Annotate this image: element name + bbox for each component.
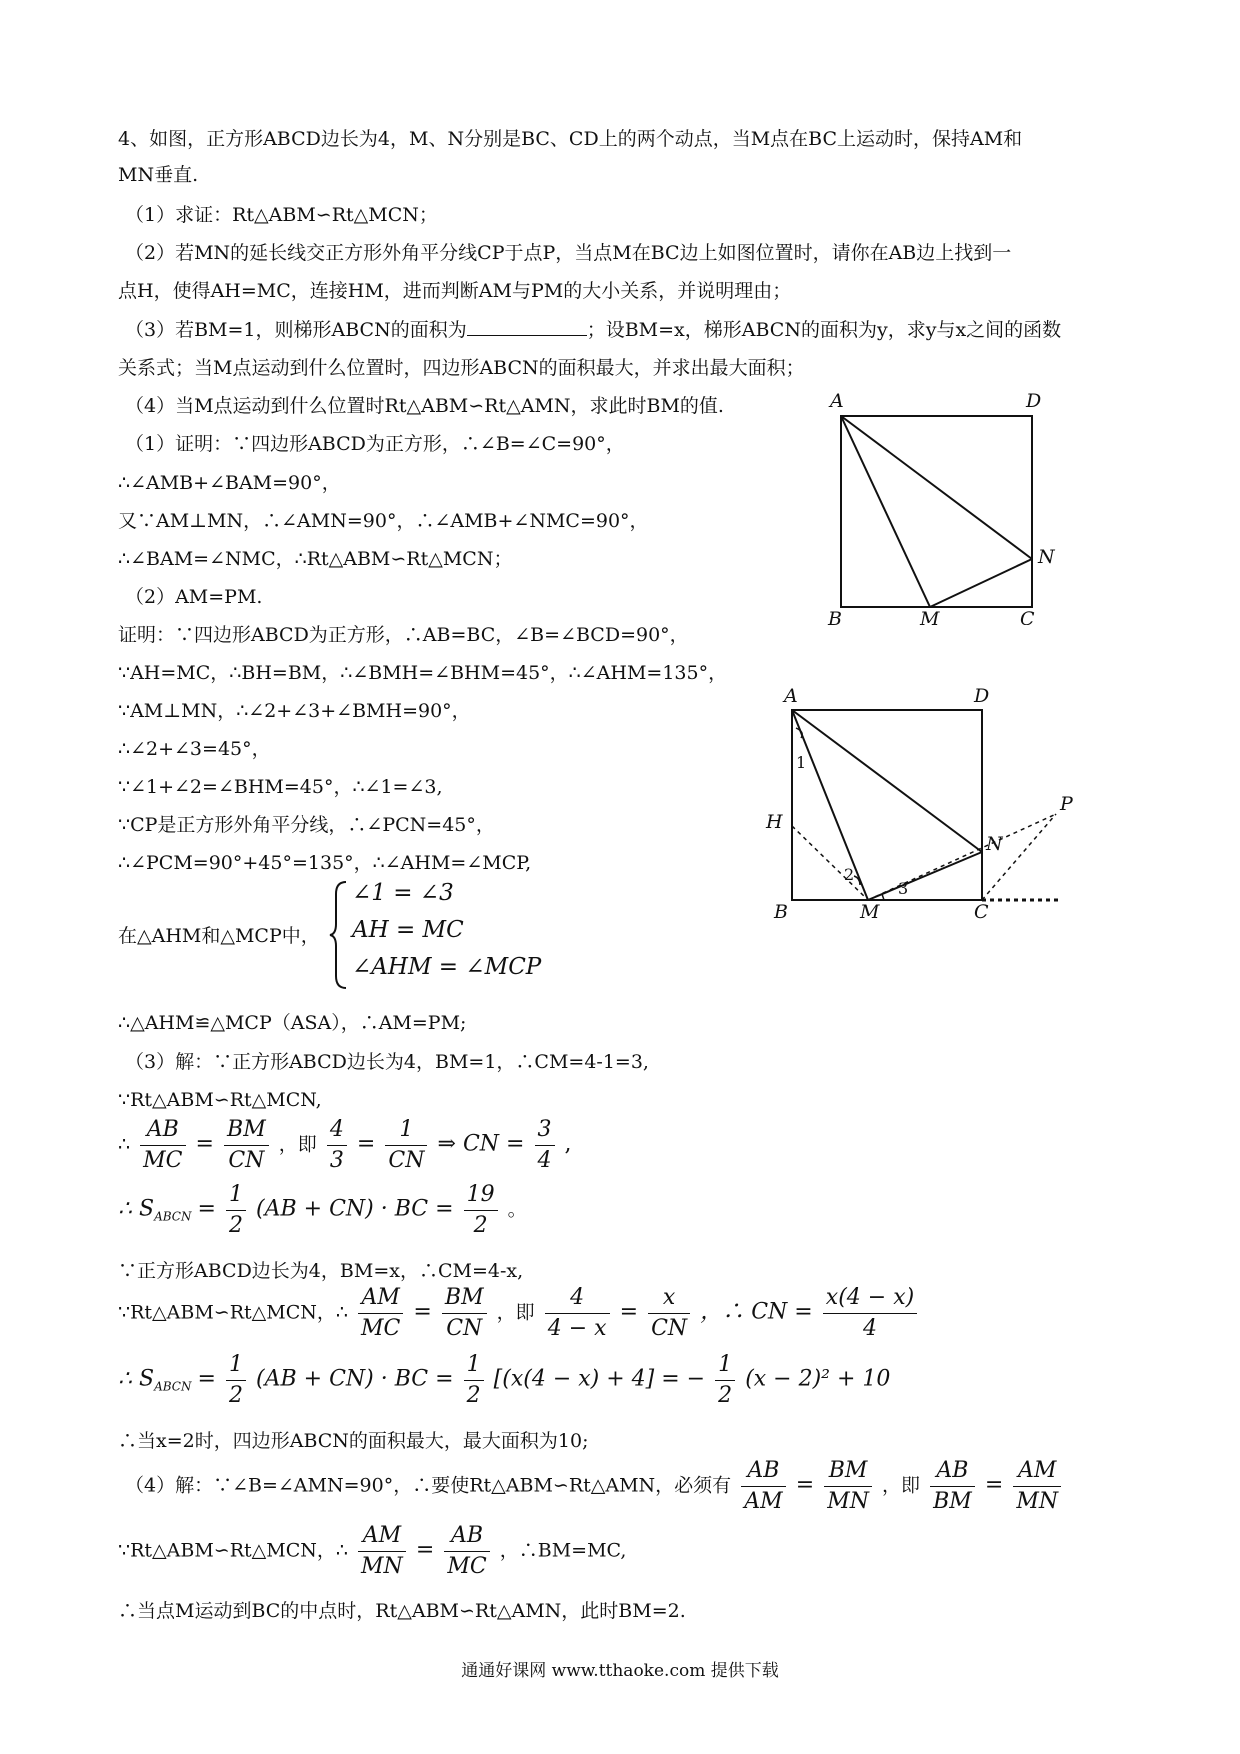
label-m: M <box>920 608 940 625</box>
fraction-ab-am <box>741 1456 785 1517</box>
fraction-3-4 <box>535 1115 555 1176</box>
sol-2-answer: （2）AM=PM. <box>125 586 263 608</box>
numerator: BM <box>442 1283 487 1314</box>
numerator: 1 <box>226 1350 246 1381</box>
text: （4）解：∵∠B=∠AMN=90°，∴要使Rt△ABM∽Rt△AMN，必须有 <box>125 1474 732 1497</box>
question-3-line2: 关系式；当M点运动到什么位置时，四边形ABCN的面积最大，并求出最大面积； <box>118 357 805 379</box>
fraction-ab-bm <box>930 1456 975 1517</box>
question-1: （1）求证：Rt△ABM∽Rt△MCN； <box>125 204 438 226</box>
fraction-half <box>464 1350 484 1411</box>
denominator: 2 <box>718 1383 733 1408</box>
denominator: MC <box>143 1148 183 1173</box>
sol-3-line5: ∵正方形ABCD边长为4，BM=x，∴CM=4-x, <box>118 1260 524 1282</box>
equals: = <box>619 1299 639 1325</box>
sol-3-line2: ∵Rt△ABM∽Rt△MCN, <box>118 1089 322 1111</box>
sol-2-line5: ∵∠1+∠2=∠BHM=45°，∴∠1=∠3, <box>118 776 443 798</box>
math-text: (x − 2)² + 10 <box>745 1366 891 1392</box>
numerator: 1 <box>464 1350 484 1381</box>
equals: = <box>415 1537 435 1563</box>
figure-square-with-p <box>760 680 1090 920</box>
numerator: x <box>648 1283 690 1314</box>
label-n: N <box>1038 546 1055 568</box>
fraction-x-cn <box>648 1283 690 1344</box>
label-angle-1: 1 <box>796 753 807 772</box>
text: ∵Rt△ABM∽Rt△MCN，∴ <box>118 1539 348 1562</box>
fraction-ab-mc <box>444 1521 489 1582</box>
fraction-am-mn <box>358 1521 406 1582</box>
denominator: 2 <box>228 1383 243 1408</box>
math-text: (AB + CN) · BC = <box>256 1196 454 1222</box>
label-d: D <box>1026 390 1042 412</box>
denominator: CN <box>228 1148 265 1173</box>
fraction-ab-mc <box>140 1115 185 1176</box>
segment-mn <box>930 559 1032 607</box>
numerator: AB <box>741 1456 785 1487</box>
equals: = <box>984 1472 1004 1498</box>
subscript: ABCN <box>154 1379 192 1394</box>
question-3-text-b: ；设BM=x，梯形ABCN的面积为y，求y与x之间的函数 <box>586 319 1062 341</box>
fraction-19-2 <box>464 1180 498 1241</box>
sol-2-line6: ∵CP是正方形外角平分线，∴∠PCN=45°， <box>118 814 495 836</box>
sol-1-line3: 又∵AM⊥MN，∴∠AMN=90°，∴∠AMB+∠NMC=90°， <box>118 510 649 532</box>
question-2-line2: 点H，使得AH=MC，连接HM，进而判断AM与PM的大小关系，并说明理由； <box>118 280 792 302</box>
denominator: 4 − x <box>547 1316 607 1341</box>
square-outline <box>792 710 982 900</box>
numerator: 3 <box>535 1115 555 1146</box>
label-angle-3: 3 <box>898 879 909 898</box>
numerator: 19 <box>464 1180 498 1211</box>
label-n: N <box>986 833 1003 855</box>
segment-an <box>841 416 1032 559</box>
sol-3-line1: （3）解：∵正方形ABCD边长为4，BM=1，∴CM=4-1=3, <box>125 1051 649 1073</box>
fraction-bm-cn <box>224 1115 269 1176</box>
sol-2-line8: 在△AHM和△MCP中， <box>118 925 320 947</box>
angle-1-arc <box>796 728 802 738</box>
label-angle-2: 2 <box>844 865 855 884</box>
denominator: 3 <box>329 1148 344 1173</box>
denominator: 4 <box>537 1148 552 1173</box>
label-a: A <box>784 685 798 707</box>
label-c: C <box>974 901 989 920</box>
sol-4-line3: ∴当点M运动到BC的中点时，Rt△ABM∽Rt△AMN，此时BM=2. <box>118 1600 686 1622</box>
fraction-am-mc <box>358 1283 403 1344</box>
answer-blank <box>467 317 587 336</box>
fraction-am-mn <box>1013 1456 1061 1517</box>
sol-3-ratio2-line <box>118 1283 921 1344</box>
sol-2-line2: ∵AH=MC，∴BH=BM，∴∠BMH=∠BHM=45°，∴∠AHM=135°， <box>118 662 728 684</box>
numerator: AB <box>930 1456 975 1487</box>
denominator: MC <box>447 1554 487 1579</box>
denominator: MN <box>361 1554 403 1579</box>
equals: = <box>195 1131 214 1157</box>
text: ，∴BM=MC, <box>499 1539 627 1562</box>
brace-icon <box>328 880 350 990</box>
segment-am <box>841 416 930 607</box>
equals: = <box>413 1299 432 1325</box>
sol-2-line3: ∵AM⊥MN，∴∠2+∠3+∠BMH=90°， <box>118 700 471 722</box>
figure-square-abcd <box>820 385 1080 625</box>
question-3-text-a: （3）若BM=1，则梯形ABCN的面积为 <box>125 319 467 341</box>
question-2-line1: （2）若MN的延长线交正方形外角平分线CP于点P，当点M在BC边上如图位置时，请你在AB边上找到一 <box>125 242 1012 264</box>
sol-4-line1 <box>125 1456 1065 1517</box>
sol-2-line7: ∴∠PCM=90°+45°=135°，∴∠AHM=∠MCP, <box>118 852 532 874</box>
fraction-half <box>715 1350 735 1411</box>
denominator: 2 <box>228 1213 243 1238</box>
fraction-half <box>226 1180 246 1241</box>
numerator: x(4 − x) <box>823 1283 917 1314</box>
label-h: H <box>766 811 783 833</box>
fraction-bm-cn <box>442 1283 487 1344</box>
numerator: AB <box>140 1115 185 1146</box>
numerator: 1 <box>385 1115 427 1146</box>
sol-3-ratio-line <box>118 1115 572 1176</box>
text: ，即 <box>278 1133 317 1156</box>
denominator: CN <box>446 1316 483 1341</box>
sol-2-line9: ∴△AHM≌△MCP（ASA），∴AM=PM; <box>118 1012 467 1034</box>
denominator: MN <box>1016 1489 1059 1514</box>
label-m: M <box>860 901 880 920</box>
sol-2-line1: 证明：∵四边形ABCD为正方形，∴AB=BC，∠B=∠BCD=90°， <box>118 624 689 646</box>
equals: = <box>795 1472 815 1498</box>
fraction-cn-value <box>823 1283 917 1344</box>
question-3-line1 <box>125 317 1061 343</box>
sol-3-line8: ∴当x=2时，四边形ABCN的面积最大，最大面积为10; <box>118 1430 589 1452</box>
label-a: A <box>830 390 844 412</box>
sol-1-line4: ∴∠BAM=∠NMC，∴Rt△ABM∽Rt△MCN； <box>118 548 513 570</box>
subscript: ABCN <box>154 1209 192 1224</box>
numerator: 1 <box>715 1350 735 1381</box>
problem-stem-line1: 4、如图，正方形ABCD边长为4，M、N分别是BC、CD上的两个动点，当M点在BC上运动时，保持AM和 <box>118 128 1023 150</box>
sol-1-line1: （1）证明：∵四边形ABCD为正方形，∴∠B=∠C=90°， <box>125 433 625 455</box>
sol-1-line2: ∴∠AMB+∠BAM=90°， <box>118 472 341 494</box>
page-footer: 通通好课网 www.tthaoke.com 提供下载 <box>461 1661 779 1681</box>
period: 。 <box>507 1198 527 1221</box>
system-line2: AH = MC <box>352 917 464 943</box>
numerator: 1 <box>226 1180 246 1211</box>
math-text: ∴ S <box>118 1196 155 1222</box>
denominator: 2 <box>466 1383 481 1408</box>
square-outline <box>841 416 1032 607</box>
system-line3: ∠AHM = ∠MCP <box>352 954 542 980</box>
text: ∵Rt△ABM∽Rt△MCN，∴ <box>118 1301 348 1324</box>
therefore-sign: ∴ <box>118 1133 131 1156</box>
fraction-half <box>226 1350 246 1411</box>
comma: , <box>564 1131 572 1157</box>
label-b: B <box>774 901 788 920</box>
numerator: AB <box>444 1521 489 1552</box>
equals: = <box>197 1366 216 1392</box>
math-text: ，∴ CN = <box>700 1299 813 1325</box>
sol-2-line4: ∴∠2+∠3=45°， <box>118 738 271 760</box>
denominator: MC <box>361 1316 401 1341</box>
numerator: BM <box>824 1456 872 1487</box>
fraction-4-3 <box>327 1115 347 1176</box>
equals: = <box>197 1196 216 1222</box>
fraction-1-cn <box>385 1115 427 1176</box>
label-b: B <box>828 608 842 625</box>
text: ，即 <box>882 1474 921 1497</box>
sol-3-area2-line <box>118 1350 890 1411</box>
numerator: AM <box>358 1521 406 1552</box>
denominator: 2 <box>473 1213 488 1238</box>
numerator: AM <box>358 1283 403 1314</box>
math-text: ⇒ CN = <box>437 1131 525 1157</box>
math-text: ∴ S <box>118 1366 155 1392</box>
segment-hm <box>792 826 868 900</box>
numerator: BM <box>224 1115 269 1146</box>
label-c: C <box>1020 608 1035 625</box>
math-text: [(x(4 − x) + 4] = − <box>493 1366 706 1392</box>
denominator: 4 <box>862 1316 877 1341</box>
denominator: CN <box>388 1148 425 1173</box>
fraction-bm-mn <box>824 1456 872 1517</box>
system-line1: ∠1 = ∠3 <box>352 880 454 906</box>
problem-stem-line2: MN垂直. <box>118 164 199 186</box>
numerator: AM <box>1013 1456 1061 1487</box>
denominator: BM <box>933 1489 972 1514</box>
label-p: P <box>1060 793 1073 815</box>
text: ，即 <box>496 1301 535 1324</box>
denominator: AM <box>744 1489 783 1514</box>
denominator: CN <box>651 1316 688 1341</box>
equals: = <box>356 1131 376 1157</box>
fraction-4-4mx <box>545 1283 610 1344</box>
math-text: (AB + CN) · BC = <box>256 1366 454 1392</box>
question-4: （4）当M点运动到什么位置时Rt△ABM∽Rt△AMN，求此时BM的值. <box>125 395 724 417</box>
numerator: 4 <box>327 1115 347 1146</box>
label-d: D <box>974 685 990 707</box>
denominator: MN <box>827 1489 869 1514</box>
sol-4-line2 <box>118 1521 626 1582</box>
numerator: 4 <box>545 1283 610 1314</box>
sol-3-area-line <box>118 1180 527 1241</box>
segment-cp <box>982 814 1056 900</box>
